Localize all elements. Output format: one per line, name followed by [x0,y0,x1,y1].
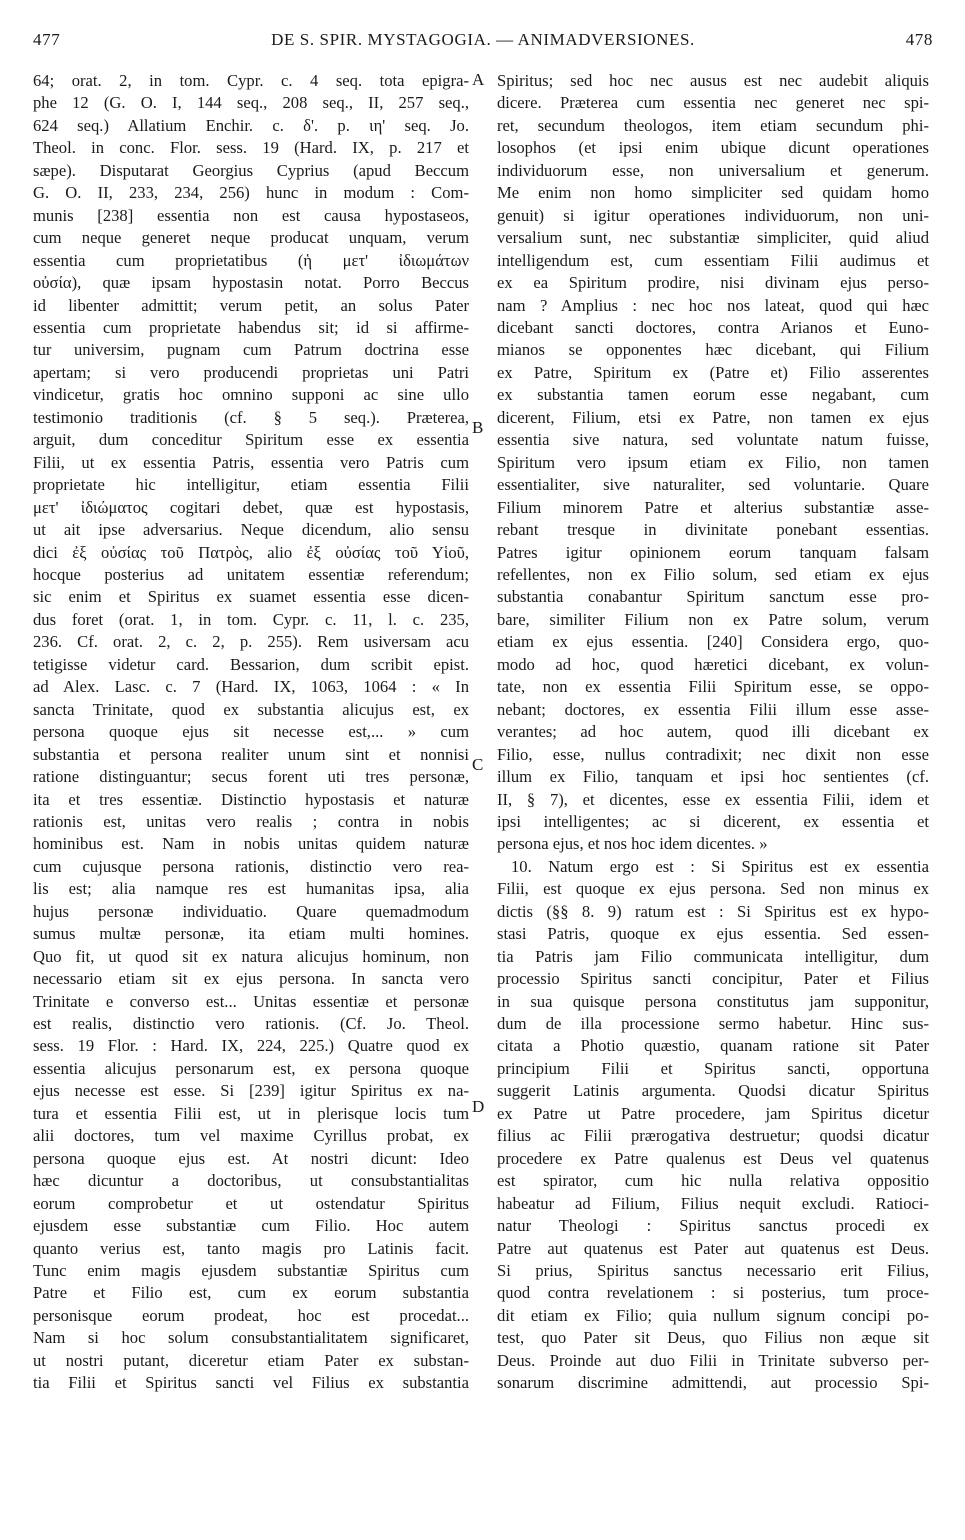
text-line: dicebant sancti doctores, contra Arianos et Euno- [497,317,929,337]
text-line: ret, secundum theologos, item etiam secundum phi- [497,115,929,135]
text-line: tetigisse videtur card. Bessarion, dum scribit epist. [33,654,469,674]
text-line: testimonio traditionis (cf. § 5 seq.). Præterea, [33,407,469,427]
text-line: Deus. Proinde aut duo Filii in Trinitate subverso per- [497,1350,929,1370]
text-line: persona ejus, et nos hoc idem dicentes. » [497,834,768,854]
text-line: Tunc enim magis ejusdem substantiæ Spiritus cum [33,1261,469,1281]
text-line: dum de illa processione sermo habetur. Hinc sus- [497,1014,929,1034]
text-line: proprietate hic intelligitur, etiam essentia Filii [33,475,469,495]
text-line: Spiritus; sed hoc nec ausus est nec audebit aliquis [497,71,929,90]
page-number-right: 478 [905,30,933,49]
text-line: essentialiter, sive naturaliter, sed voluntarie. Quare [497,475,929,495]
text-line: Filii, ut ex essentia Patris, essentia vero Patris cum [33,452,469,472]
text-line: 624 seq.) Allatium Enchir. c. δ'. p. ιη' seq. Jo. [33,115,469,135]
text-line: dicerent, Filium, etsi ex Patre, non tamen ex ejus [497,407,929,427]
text-line: personisque eorum prodeat, hoc est procedat... [33,1305,469,1325]
text-line: essentia cum proprietate habendus sit; id si affirme- [33,317,469,337]
text-line: II, § 7), et dicentes, esse ex essentia Filii, idem et [497,789,929,809]
text-line: losophos (et ipsi enim ubique dicunt operationes [497,138,929,158]
text-line: Quo fit, ut quod sit ex natura alicujus hominum, non [33,946,469,966]
text-line: etiam ex ejus essentia. [240] Considera ergo, quo- [497,632,929,652]
text-line: apertam; si vero producendi proprietas uni Patri [33,362,469,382]
text-line: 10. Natum ergo est : Si Spiritus est ex essentia [511,856,929,876]
text-line: dit etiam ex Filio; quia nullum signum concipi po- [497,1305,929,1325]
text-line: dicere. Præterea cum essentia nec generet nec spi- [497,93,929,113]
text-line: rationis est, unitas vero realis ; contra in nobis [33,811,469,831]
page-number-left: 477 [33,30,61,49]
text-line: ut ait ipse adversarius. Neque dicendum, alio sensu [33,520,469,540]
text-line: nebant; doctores, ex essentia Filii illum esse asse- [497,699,929,719]
text-line: quanto verius est, tanto magis pro Latinis facit. [33,1238,469,1258]
text-line: hominibus est. Nam in nobis unitas quidem naturæ [33,834,469,854]
text-line: ad Alex. Lasc. c. 7 (Hard. IX, 1063, 1064 : « In [33,677,469,697]
margin-letter-a: A [472,70,485,89]
text-line: cum cujusque persona rationis, distinctio vero rea- [33,856,469,876]
text-line: 64; orat. 2, in tom. Cypr. c. 4 seq. tota epigra- [33,71,469,90]
text-line: Si prius, Spiritus sanctus necessario erit Filius, [497,1261,929,1281]
text-line: Me enim non homo simpliciter sed quidam homo [497,183,929,203]
text-line: tia Patris jam Filio communicata intelligitur, dum [497,946,929,966]
text-line: Trinitate e converso est... Unitas essentiæ et personæ [33,991,469,1011]
text-line: phe 12 (G. O. I, 144 seq., 208 seq., II, 257 seq., [33,93,469,113]
text-line: essentia sive natura, sed voluntate natum fuisse, [497,430,929,450]
text-line: sæpe). Disputarat Georgius Cyprius (apud Beccum [33,160,469,180]
text-line: ita et tres essentiæ. Distinctio hypostasis et naturæ [33,789,469,809]
margin-letter-c: C [472,755,484,774]
text-line: essentia alicujus personarum est, ex persona quoque [33,1058,469,1078]
text-line: dictis (§§ 8. 9) ratum est : Si Spiritus est ex hypo- [497,901,929,921]
text-line: essentia cum proprietatibus (ἡ μετ' ἰδιωμάτων [33,250,469,270]
text-line: Patres igitur opinionem eorum tanquam falsam [497,542,929,562]
text-line: habeatur ad Filium, Filius nequit excludi. Ratioci- [497,1193,929,1213]
left-text-column [33,70,469,1395]
text-line: ut nostri putant, diceretur etiam Pater ex substan- [33,1350,469,1370]
text-line: sic enim et Spiritus ex suamet essentia esse dicen- [33,587,469,607]
text-line: οὐσία), quæ ipsam hypostasin notat. Porro Beccus [33,273,469,293]
text-line: ejusdem esse substantiæ cum Filio. Hoc autem [33,1216,469,1236]
text-line: eorum comprobetur et ut ostendatur Spiritus [33,1193,469,1213]
text-line: versalium sunt, nec substantiæ simpliciter, quid aliud [497,228,929,248]
text-line: hocque posterius ad unitatem essentiæ referendum; [33,564,469,584]
text-line: hæc dicuntur a doctoribus, ut consubstantialitas [33,1171,469,1191]
text-line: hujus personæ individuatio. Quare quemadmodum [33,901,469,921]
text-line: vindicetur, gratis hoc omnino supponi ac sine ullo [33,385,469,405]
text-line: arguit, dum conceditur Spiritum esse ex essentia [33,430,469,450]
text-line: ipsi intelligentes; ac si dicerent, ex essentia et [497,811,929,831]
text-line: Patre et Filio est, cum ex eorum substantia [33,1283,469,1303]
text-line: modo ad hoc, quod hæretici dicebant, ex volun- [497,654,929,674]
text-line: refellentes, non ex Filio solum, sed etiam ex ejus [497,564,929,584]
text-line: bare, similiter Filium non ex Patre solum, verum [497,609,929,629]
text-line: Theol. in conc. Flor. sess. 19 (Hard. IX, p. 217 et [33,138,469,158]
text-line: nam ? Amplius : nec hoc nos lateat, quod qui hæc [497,295,929,315]
text-line: in sua quisque persona constitutus jam supponitur, [497,991,929,1011]
text-line: Patre aut quatenus est Pater aut quatenus est Deus. [497,1238,929,1258]
text-line: id libenter admittit; verum petit, an solus Pater [33,295,469,315]
text-line: quod contra revelationem : si posterius, tum proce- [497,1283,929,1303]
text-line: ex Patre, Spiritum ex (Patre et) Filio asserentes [497,362,929,382]
text-line: μετ' ἰδιώματος cogitari debet, quæ est hypostasis, [33,497,469,517]
text-line: tur universim, pugnam cum Patrum doctrina esse [33,340,469,360]
text-line: stasi Patris, quoque ex ejus essentia. Sed essen- [497,924,929,944]
text-line: substantia conabantur Spiritum sanctum esse pro- [497,587,929,607]
text-line: individuorum esse, non universalium et generum. [497,160,929,180]
text-line: genuit) si igitur operationes individuorum, non uni- [497,205,929,225]
text-line: dus foret (orat. 1, in tom. Cypr. c. 11, l. c. 235, [33,609,469,629]
text-line: Filio, esse, nullus contradixit; nec dixit non esse [497,744,929,764]
text-line: alii doctores, tum vel maxime Cyrillus probat, ex [33,1126,469,1146]
text-line: sess. 19 Flor. : Hard. IX, 224, 225.) Quatre quod ex [33,1036,469,1056]
text-line: ex Patre ut Patre procedere, jam Spiritus dicetur [497,1103,929,1123]
text-line: sancta Trinitate, quod ex substantia alicujus est, ex [33,699,469,719]
text-line: cum neque generet neque producat unquam, verum [33,228,469,248]
text-line: ratione distinguantur; secus forent uti tres personæ, [33,767,469,787]
text-line: test, quo Pater sit Deus, quo Filius non æque sit [497,1328,929,1348]
text-line: processio Spiritus sancti concipitur, Pater et Filius [497,969,929,989]
text-line: G. O. II, 233, 234, 256) hunc in modum : Com- [33,183,469,203]
text-line: principium Filii et Spiritus sancti, opportuna [497,1058,929,1078]
text-line: substantia et persona realiter unum sint et nonnisi [33,744,469,764]
text-line: 236. Cf. orat. 2, c. 2, p. 255). Rem usiversam acu [33,632,469,652]
text-line: ex substantia tamen eorum esse negabant, cum [497,385,929,405]
text-line: persona quoque ejus est. At nostri dicunt: Ideo [33,1148,469,1168]
text-line: sumus multæ personæ, ita etiam multi homines. [33,924,469,944]
text-line: ejus necesse est esse. Si [239] igitur Spiritus ex na- [33,1081,469,1101]
text-line: necessario etiam sit ex ejus persona. In sancta vero [33,969,469,989]
text-line: Spiritum vero ipsum etiam ex Filio, non tamen [497,452,929,472]
text-line: filius ac Filii prærogativa destruetur; quodsi dicatur [497,1126,929,1146]
right-text-column [497,70,929,1395]
text-line: Nam si hoc solum consubstantialitatem significaret, [33,1328,469,1348]
text-line: Filii, est quoque ex ejus persona. Sed non minus ex [497,879,929,899]
text-line: munis [238] essentia non est causa hypostaseos, [33,205,469,225]
text-line: natur Theologi : Spiritus sanctus procedi ex [497,1216,929,1236]
text-line: Filium minorem Patre et alterius substantiæ asse- [497,497,929,517]
text-line: tate, non ex essentia Filii Spiritum esse, se oppo- [497,677,929,697]
text-line: ex ea Spiritum prodire, nisi divinam ejus perso- [497,273,929,293]
text-line: mianos se opponentes hæc dicebant, qui Filium [497,340,929,360]
text-line: tura et essentia Filii est, ut in plerisque locis tum [33,1103,469,1123]
text-line: persona quoque ejus sit necesse est,... » cum [33,722,469,742]
margin-letter-d: D [472,1097,485,1116]
text-line: dici ἐξ οὐσίας τοῦ Πατρὸς, alio ἐξ οὐσίας τοῦ Υἱοῦ, [33,542,469,562]
margin-letter-b: B [472,418,484,437]
text-line: est spirator, cum hic nulla relativa oppositio [497,1171,929,1191]
text-line: procedere ex Patre qualenus est Deus vel quatenus [497,1148,929,1168]
text-line: intelligendum est, cum essentiam Filii audimus et [497,250,929,270]
text-line: rebant tresque in divinitate ponebant essentias. [497,520,929,540]
text-line: citata a Photio quæstio, quanam ratione sit Pater [497,1036,929,1056]
text-line: est realis, distinctio vero rationis. (Cf. Jo. Theol. [33,1014,469,1034]
text-line: illum ex Filio, tanquam et ipsi hoc sentientes (cf. [497,767,929,787]
running-title: DE S. SPIR. MYSTAGOGIA. — ANIMADVERSIONES. [271,30,695,49]
text-line: tia Filii et Spiritus sancti vel Filius ex substantia [33,1373,469,1393]
page-header [33,30,933,60]
text-line: lis est; alia namque res est humanitas ipsa, alia [33,879,469,899]
text-line: suggerit Latinis argumenta. Quodsi dicatur Spiritus [497,1081,929,1101]
text-line: sonarum discrimine admittendi, aut processio Spi- [497,1373,929,1393]
text-line: verantes; ad hoc autem, quod illi dicebant ex [497,722,929,742]
